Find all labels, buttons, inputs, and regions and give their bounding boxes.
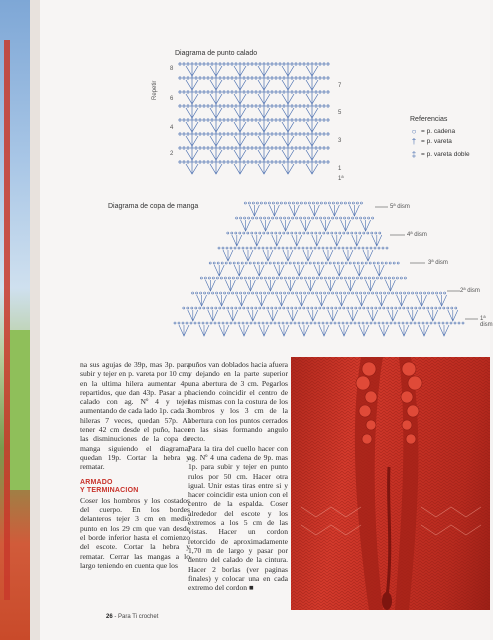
decrease-1-label: 1ª dism: [480, 316, 493, 328]
reference-chain-label: = p. cadena: [421, 128, 456, 135]
column1-paragraph1: na sus agujas de 39p, mas 3p. para subir y tejer en p. vareta por 10 cm, en la ultima hilera aumentar 4p. repartidos, que dan 43p. Pasar a p. calado con ag. Nº 4 y tejer aumentando de cada lado 1p. cada 3 hileras 7 veces, quedan 57p. Al tener 42 cm desde el puño, hacer las disminuciones de la copa de manga siguiendo el diagrama, quedan 19p. Cortar la hebra y rematar.: [80, 360, 190, 472]
cardigan-illustration: [291, 357, 490, 610]
column1-paragraph2: Coser los hombros y los costados del cuerpo. En los bordes delanteros tejer 3 cm en medio punto en los 29 cm que van desde el borde inferior hasta el comienzo del escote. Cortar la hebra y rematar. Cerrar las mangas a lo largo teniendo en cuenta que los: [80, 495, 190, 570]
decrease-2-label: 2ª dism: [460, 288, 480, 294]
column2-paragraph1: puños van doblados hacia afuera y dejando en la parte superior una abertura de 3 cm. Pegarlos haciendo coincidir el centro de las mismas con la costura de los hombros y los 3 cm de la abertura con los puntos cerrados en las sisas formando angulo recto.: [188, 360, 288, 444]
references-title: Referencias: [410, 116, 448, 123]
row-number-2: 2: [170, 151, 174, 157]
decrease-4-label: 4ª dism: [407, 232, 427, 238]
row-number-8: 8: [170, 66, 174, 72]
cover-photo-field: [10, 330, 30, 490]
lace-rows: [179, 63, 329, 174]
section-heading-armado: ARMADO: [80, 478, 113, 486]
column2-paragraph2: Para la tira del cuello hacer con ag. Nº 4 una cadena de 9p. mas 1p. para subir y tejer en punto rulos por 50 cm. Hacer otra igual. Unir estas tiras entre si y hacer coincidir esta union con el centro de la espalda. Coser alrededor del escote y los extremos a los 5 cm de las vistas. Hacer un cordon retorcido de aproximadamente 1,70 m de largo y pasar por dentro del calado de la cintura. Hacer 2 borlas (ver paginas finales) y colocar una en cada extremo del cordon ■: [188, 443, 288, 593]
reference-double-treble-label: = p. vareta doble: [421, 151, 470, 158]
sleeve-cap-diagram: [135, 195, 480, 345]
reference-treble: [410, 137, 452, 146]
row-number-1: 1: [338, 166, 342, 172]
publication-name: - Para Ti crochet: [114, 614, 159, 620]
previous-page-edge: [0, 0, 40, 640]
tassel-icon: [382, 592, 392, 610]
cardigan-photo: [291, 357, 490, 610]
chain-stitch-icon: ○: [411, 127, 417, 136]
row-number-3: 3: [338, 138, 342, 144]
reference-chain: [410, 127, 455, 136]
text-column-2: [188, 360, 288, 592]
row-number-4: 4: [170, 125, 174, 131]
page-footer: [106, 614, 158, 620]
first-row-marker: 1ª: [338, 176, 344, 182]
cover-stripe: [4, 40, 10, 600]
double-treble-stitch-icon: ‡: [411, 150, 417, 159]
section-heading-terminacion: Y TERMINACION: [80, 487, 139, 495]
lace-stitch-diagram: [176, 60, 334, 178]
row-number-5: 5: [338, 110, 342, 116]
row-number-7: 7: [338, 83, 342, 89]
treble-stitch-icon: †: [411, 137, 417, 146]
diagram2-title: Diagrama de copa de manga: [108, 203, 199, 210]
decrease-5-label: 5ª dism: [390, 204, 410, 210]
reference-double-treble: [410, 150, 470, 159]
diagram1-title: Diagrama de punto calado: [175, 50, 258, 57]
text-column-1: [80, 360, 190, 570]
decrease-3-label: 3ª dism: [428, 260, 448, 266]
page-number: 26: [106, 614, 113, 620]
page-gutter: [30, 0, 40, 640]
diagram1-repeat-label: Repetir: [152, 80, 158, 100]
reference-treble-label: = p. vareta: [421, 138, 452, 145]
row-number-6: 6: [170, 96, 174, 102]
